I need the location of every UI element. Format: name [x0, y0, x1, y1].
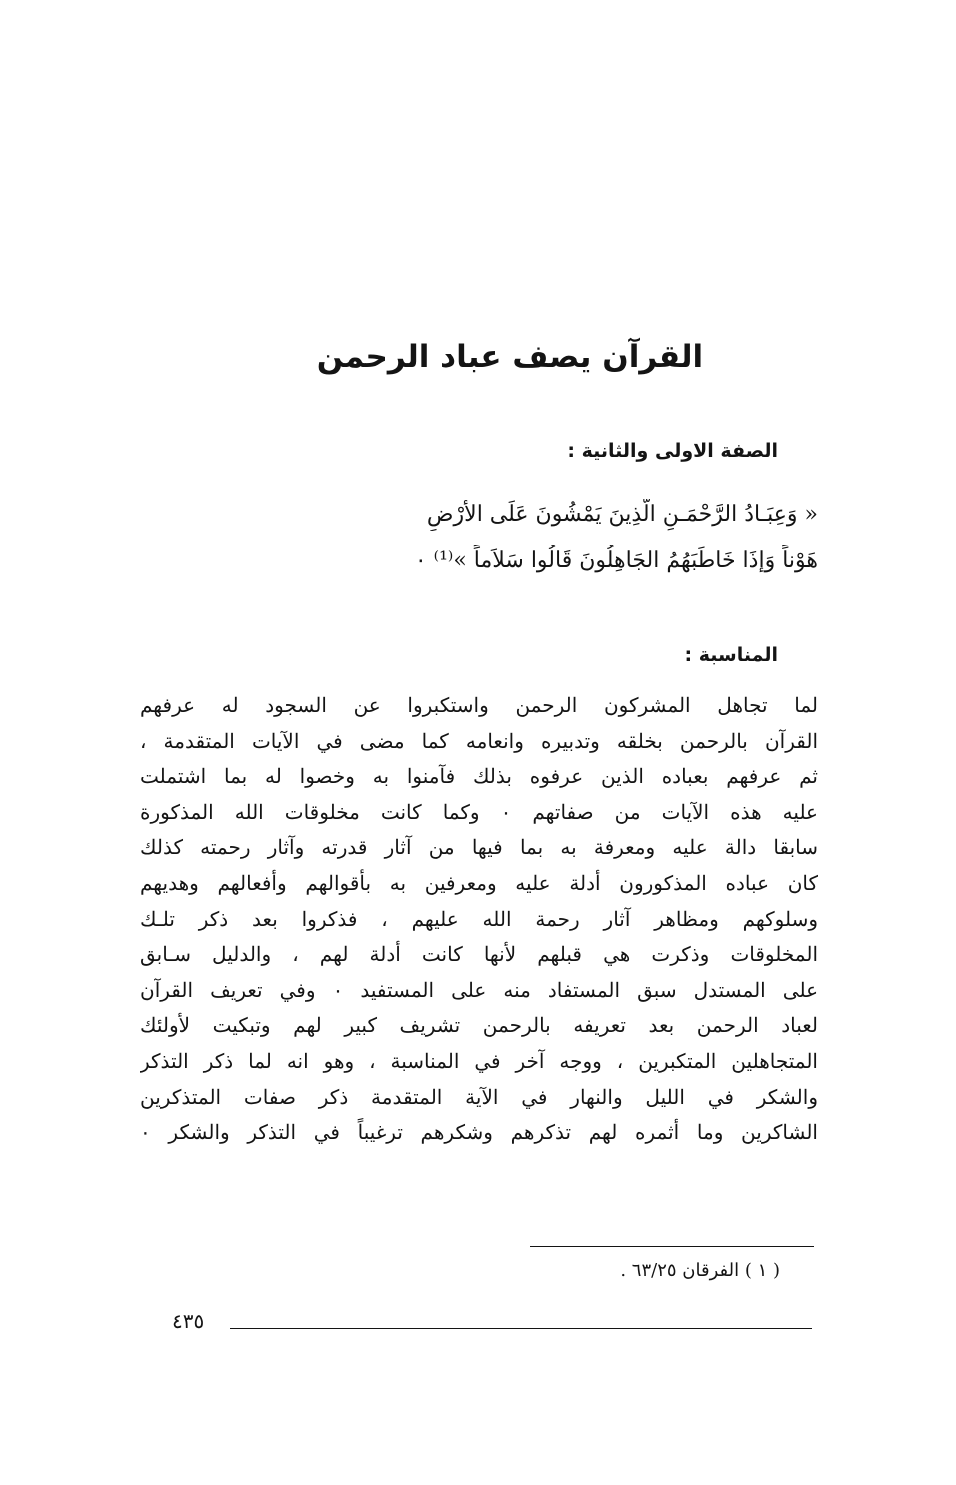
- body-line: عليه هذه الآيات من صفاتهم ٠ وكما كانت مخلوقات الله المذكورة: [140, 799, 818, 824]
- body-line: المتجاهلين المتكبرين ، ووجه آخر في المناسبة ، وهو انه لما ذكر التذكر: [140, 1048, 818, 1073]
- body-line: لما تجاهل المشركون الرحمن واستكبروا عن السجود له عرفهم: [140, 693, 818, 717]
- quran-verse-line: « وَعِبَـادُ الرَّحْمَـنِ الَّذِينَ يَمْشُونَ عَلَى الأَرْضِ: [426, 502, 818, 527]
- page-footer-rule: [230, 1328, 812, 1329]
- body-line: الشاكرين وما أثمره لهم تذكرهم وشكرهم ترغيباً في التذكر والشكر ٠: [140, 1120, 818, 1145]
- body-line: القرآن بالرحمن بخلقه وتدبيره وانعامه كما مضى في الآيات المتقدمة ،: [140, 728, 818, 753]
- body-line: سابقا دالة عليه ومعرفة به بما فيها من آثار قدرته وآثار رحمته كذلك: [140, 835, 818, 860]
- page-number: ٤٣٥: [172, 1309, 205, 1333]
- body-line: المخلوقات وذكرت هي قبلهم لأنها كانت أدلة لهم ، والدليل سـابق: [140, 942, 818, 967]
- footnote: ( ١ ) الفرقان ٦٣/٢٥ .: [620, 1260, 780, 1281]
- body-paragraph: [140, 688, 818, 1151]
- body-line: لعباد الرحمن بعد تعريفه بالرحمن تشريف كبير لهم وتبكيت لأولئك: [140, 1013, 818, 1038]
- body-line: كان عباده المذكورون أدلة عليه ومعرفين به بأقوالهم وأفعالهم وهديهم: [140, 870, 818, 895]
- body-line: على المستدل سبق المستفاد منه على المستفيد ٠ وفي تعريف القرآن: [140, 977, 818, 1002]
- chapter-title: القرآن يصف عباد الرحمن: [316, 339, 704, 375]
- footnote-divider: [530, 1246, 814, 1247]
- section-heading-first-second-attributes: الصفة الاولى والثانية :: [567, 440, 778, 462]
- quran-verse-line: هَوْناً وَإذَا خَاطَبَهُمُ الجَاهِلُونَ قَالُوا سَلاَماً »⁽¹⁾ ٠: [414, 548, 818, 573]
- body-line: والشكر في الليل والنهار في الآية المتقدمة ذكر صفات المتذكرين: [140, 1084, 818, 1109]
- body-line: ثم عرفهم بعباده الذين عرفوه بذلك فآمنوا به وخصوا له بما اشتملت: [140, 764, 818, 789]
- section-heading-relevance: المناسبة :: [684, 644, 778, 666]
- body-line: وسلوكهم ومظاهر آثار رحمة الله عليهم ، فذكروا بعد ذكر تلـك: [140, 906, 818, 931]
